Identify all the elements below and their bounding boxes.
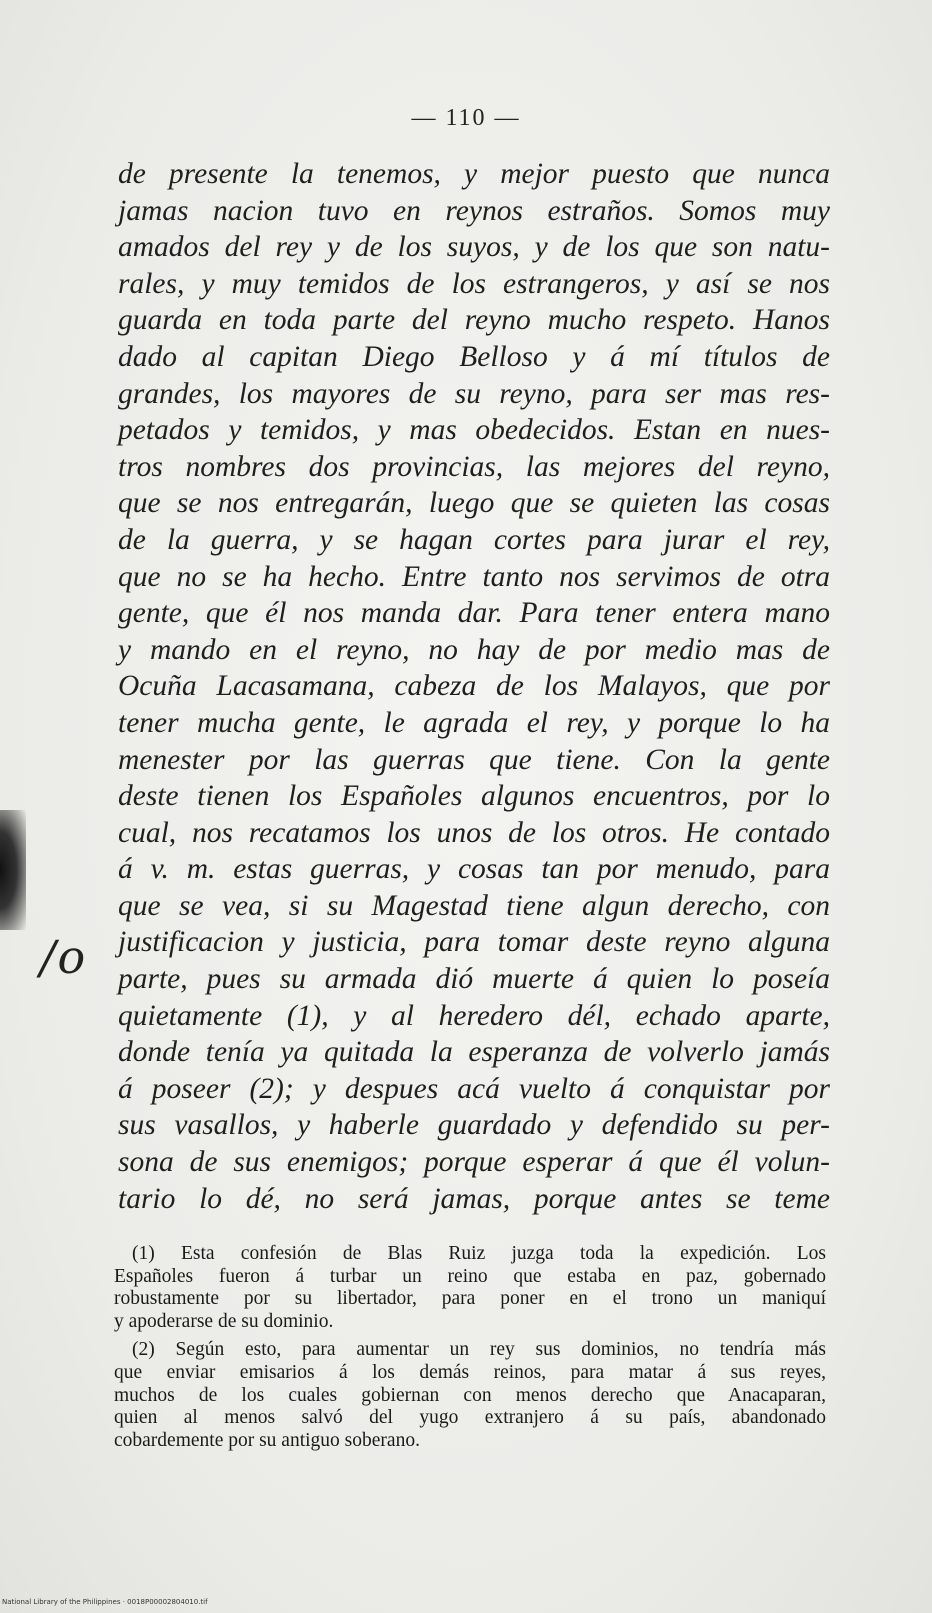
text-line: rales, y muy temidos de los estrangeros, y así se nos: [118, 267, 830, 300]
text-line: guarda en toda parte del reyno mucho respeto. Hanos: [118, 304, 830, 337]
text-line: que se nos entregarán, luego que se quieten las cosas: [118, 487, 830, 520]
text-line: Ocuña Lacasamana, cabeza de los Malayos, que por: [118, 670, 830, 703]
footnote-line: cobardemente por su antiguo soberano.: [114, 1429, 420, 1451]
text-line: de presente la tenemos, y mejor puesto que nunca: [118, 158, 830, 190]
footnote-line: que enviar emisarios á los demás reinos, para matar á sus reyes,: [114, 1361, 826, 1383]
text-line: parte, pues su armada dió muerte á quien lo poseía: [118, 963, 830, 996]
footnote-line: Españoles fueron á turbar un reino que estaba en paz, gobernado: [114, 1265, 826, 1287]
footnotes: [114, 1243, 826, 1458]
text-line: cual, nos recatamos los unos de los otros. He contado: [118, 816, 830, 849]
text-line: sus vasallos, y haberle guardado y defendido su per-: [118, 1109, 830, 1142]
text-line: y mando en el reyno, no hay de por medio mas de: [118, 633, 830, 666]
text-line: amados del rey y de los suyos, y de los que son natu-: [118, 231, 830, 264]
text-line: menester por las guerras que tiene. Con la gente: [118, 743, 830, 776]
text-line: donde tenía ya quitada la esperanza de volverlo jamás: [118, 1036, 830, 1069]
text-line: sona de sus enemigos; porque esperar á que él volun-: [118, 1146, 830, 1179]
binding-shadow: [0, 810, 26, 930]
footnote-1: [114, 1243, 826, 1333]
footnote-line: muchos de los cuales gobiernan con menos derecho que Anacaparan,: [114, 1384, 826, 1406]
text-line: á poseer (2); y despues acá vuelto á conquistar por: [118, 1072, 830, 1105]
text-line: que se vea, si su Magestad tiene algun derecho, con: [118, 889, 830, 922]
footnote-line: robustamente por su libertador, para poner en el trono un maniquí: [114, 1288, 826, 1310]
text-line: que no se ha hecho. Entre tanto nos servimos de otra: [118, 560, 830, 593]
text-line: petados y temidos, y mas obedecidos. Estan en nues-: [118, 414, 830, 447]
page-number: — 110 —: [411, 105, 521, 131]
text-line: á v. m. estas guerras, y cosas tan por menudo, para: [118, 853, 830, 886]
footnote-line: (1) Esta confesión de Blas Ruiz juzga toda la expedición. Los: [132, 1243, 826, 1264]
margin-annotation: /o: [40, 930, 88, 984]
library-stamp: National Library of the Philippines · 0018P00002804010.tif: [2, 1598, 208, 1606]
text-line: justificacion y justicia, para tomar deste reyno alguna: [118, 926, 830, 959]
text-line: quietamente (1), y al heredero dél, echado aparte,: [118, 999, 830, 1032]
footnote-line: y apoderarse de su dominio.: [114, 1310, 334, 1332]
text-line: deste tienen los Españoles algunos encuentros, por lo: [118, 780, 830, 813]
text-line: grandes, los mayores de su reyno, para ser mas res-: [118, 377, 830, 410]
footnote-line: quien al menos salvó del yugo extranjero á su país, abandonado: [114, 1407, 826, 1429]
text-line: gente, que él nos manda dar. Para tener entera mano: [118, 597, 830, 630]
body-text: [118, 156, 830, 1217]
text-line: tener mucha gente, le agrada el rey, y porque lo ha: [118, 706, 830, 739]
text-line: tros nombres dos provincias, las mejores del reyno,: [118, 450, 830, 483]
text-line: tario lo dé, no será jamas, porque antes se teme: [118, 1182, 830, 1215]
text-line: de la guerra, y se hagan cortes para jurar el rey,: [118, 523, 830, 556]
footnote-2: [114, 1339, 826, 1452]
text-line: dado al capitan Diego Belloso y á mí títulos de: [118, 340, 830, 373]
footnote-line: (2) Según esto, para aumentar un rey sus dominios, no tendría más: [132, 1339, 826, 1361]
text-line: jamas nacion tuvo en reynos estraños. Somos muy: [118, 194, 830, 227]
